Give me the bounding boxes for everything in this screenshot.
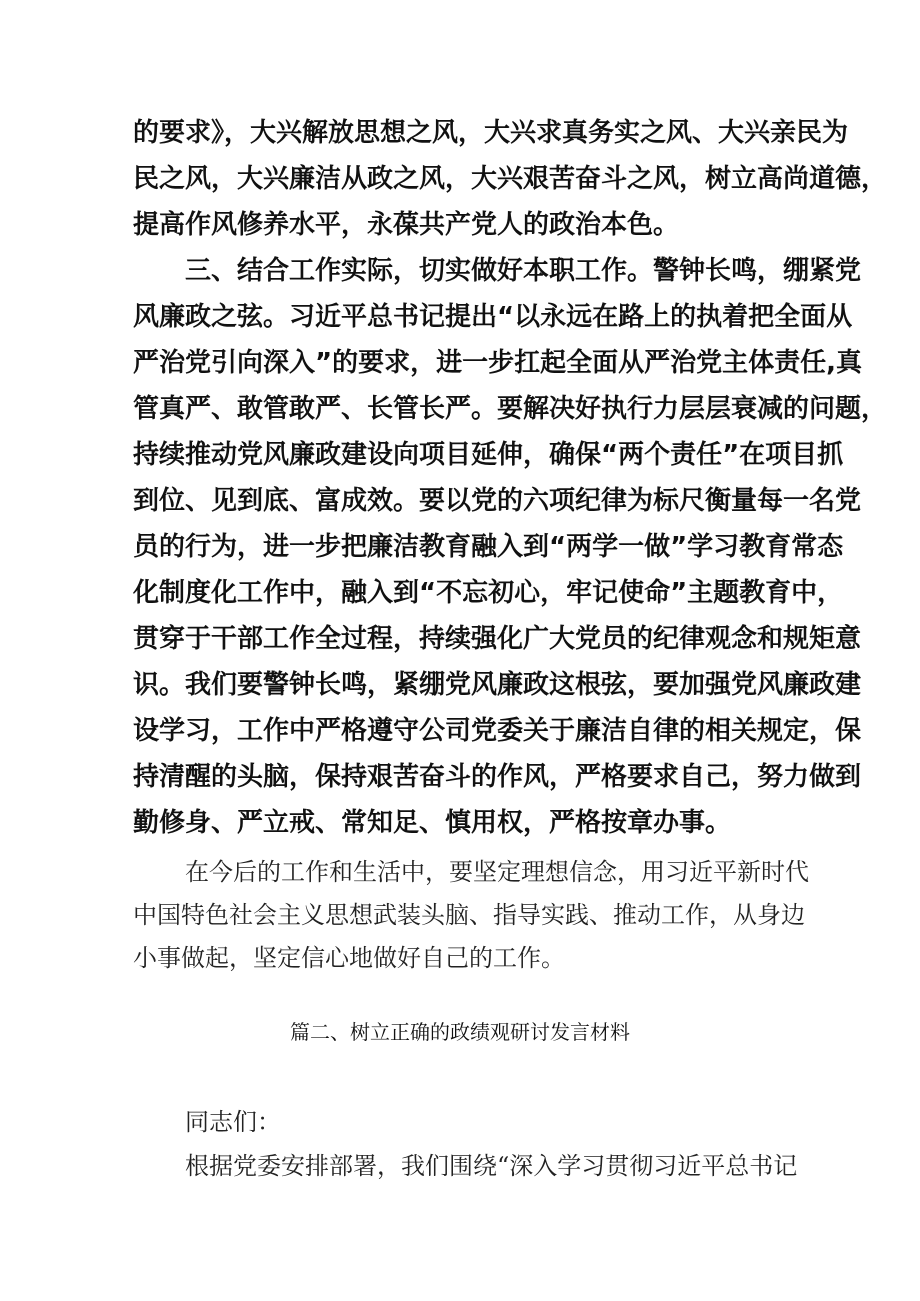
paragraph-line: 持续推动党风廉政建设向项目延伸，确保“两个责任”在项目抓: [133, 440, 844, 470]
salutation: 同志们：: [185, 1108, 281, 1136]
paragraph-line: 管真严、敢管敢严、长管长严。要解决好执行力层层衰减的问题，: [133, 394, 888, 424]
paragraph-line: 设学习，工作中严格遵守公司党委关于廉洁自律的相关规定，保: [133, 716, 862, 746]
paragraph-line: 在今后的工作和生活中，要坚定理想信念，用习近平新时代: [185, 858, 809, 886]
paragraph-line: 民之风，大兴廉洁从政之风，大兴艰苦奋斗之风，树立高尚道德，: [133, 164, 888, 194]
paragraph-line: 风廉政之弦。习近平总书记提出“以永远在路上的执着把全面从: [133, 302, 853, 332]
paragraph-line: 根据党委安排部署，我们围绕“深入学习贯彻习近平总书记: [185, 1152, 798, 1180]
paragraph-line: 小事做起，坚定信心地做好自己的工作。: [133, 944, 565, 972]
paragraph-line: 员的行为，进一步把廉洁教育融入到“两学一做”学习教育常态: [133, 532, 844, 562]
paragraph-line: 到位、见到底、富成效。要以党的六项纪律为标尺衡量每一名党: [133, 486, 862, 516]
paragraph-line: 化制度化工作中，融入到“不忘初心，牢记使命”主题教育中，: [133, 578, 844, 608]
paragraph-line: 贯穿于干部工作全过程，持续强化广大党员的纪律观念和规矩意: [133, 624, 862, 654]
paragraph-line: 严治党引向深入”的要求，进一步扛起全面从严治党主体责任,真: [133, 348, 862, 378]
paragraph-line: 识。我们要警钟长鸣，紧绷党风廉政这根弦，要加强党风廉政建: [133, 670, 862, 700]
section-heading: 篇二、树立正确的政绩观研讨发言材料: [290, 1020, 630, 1044]
paragraph-line: 持清醒的头脑，保持艰苦奋斗的作风，严格要求自己，努力做到: [133, 762, 862, 792]
paragraph-line: 三、结合工作实际，切实做好本职工作。警钟长鸣，绷紧党: [185, 256, 862, 286]
paragraph-line: 勤修身、严立戒、常知足、慎用权，严格按章办事。: [133, 808, 732, 838]
paragraph-line: 的要求》，大兴解放思想之风，大兴求真务实之风、大兴亲民为: [133, 118, 849, 148]
paragraph-line: 中国特色社会主义思想武装头脑、指导实践、推动工作，从身边: [133, 901, 805, 929]
paragraph-line: 提高作风修养水平，永葆共产党人的政治本色。: [133, 210, 680, 240]
